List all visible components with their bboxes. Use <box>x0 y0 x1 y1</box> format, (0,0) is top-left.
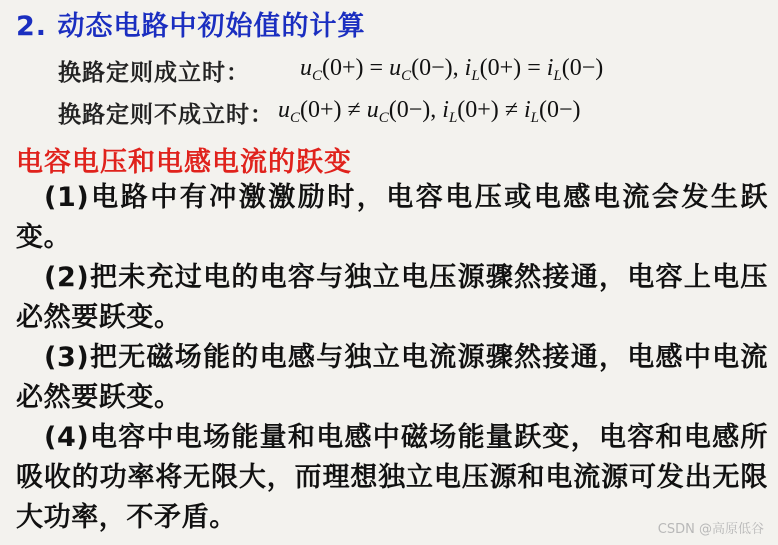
var-u: u <box>278 97 290 123</box>
relation-sign: = <box>369 55 384 81</box>
sub-c: C <box>401 68 412 84</box>
sub-c: C <box>290 110 301 126</box>
section-title: 电容电压和电感电流的跃变 <box>16 147 352 178</box>
slide-heading: 2. 动态电路中初始值的计算 <box>16 11 366 42</box>
list-item: (4)电容中电场能量和电感中磁场能量跃变，电容和电感所吸收的功率将无限大，而理想独立电压源和电流源可发出无限大功率，不矛盾。 <box>16 422 768 533</box>
arg-plus: (0+) <box>479 55 522 81</box>
relation-sign: ≠ <box>504 97 518 123</box>
formula-row-rule-fails <box>58 94 581 130</box>
arg-plus: (0+) <box>457 97 499 123</box>
var-i: i <box>546 55 554 81</box>
var-u: u <box>366 97 379 123</box>
arg-minus: (0−) <box>388 97 431 123</box>
sub-l: L <box>448 110 458 126</box>
list-item: (2)把未充过电的电容与独立电压源骤然接通，电容上电压必然要跃变。 <box>16 262 768 333</box>
var-i: i <box>442 97 449 123</box>
sub-l: L <box>471 68 480 84</box>
sub-c: C <box>312 68 323 84</box>
sub-l: L <box>530 110 539 126</box>
list-item: (1)电路中有冲激激励时，电容电压或电感电流会发生跃变。 <box>16 182 768 253</box>
watermark: CSDN @高原低谷 <box>657 522 764 537</box>
arg-minus: (0−) <box>561 55 604 81</box>
relation-sign: ≠ <box>347 97 361 123</box>
var-i: i <box>464 55 472 81</box>
arg-minus: (0−) <box>411 55 453 81</box>
comma: , <box>430 97 437 123</box>
var-u: u <box>389 55 402 81</box>
relation-sign: = <box>527 55 541 81</box>
jump-inequality <box>278 97 581 127</box>
var-i: i <box>523 97 531 123</box>
list-item: (3)把无磁场能的电感与独立电流源骤然接通，电感中电流必然要跃变。 <box>16 342 768 413</box>
var-u: u <box>300 55 312 81</box>
arg-minus: (0−) <box>539 97 581 123</box>
condition-label: 换路定则不成立时： <box>58 101 274 128</box>
arg-plus: (0+) <box>300 97 342 123</box>
comma: , <box>452 55 459 81</box>
item-list <box>16 178 768 538</box>
sub-l: L <box>553 68 562 84</box>
condition-label: 换路定则成立时： <box>58 59 250 86</box>
sub-c: C <box>378 110 389 126</box>
continuity-equation <box>300 55 603 85</box>
arg-plus: (0+) <box>322 55 364 81</box>
formula-row-rule-holds <box>58 52 603 88</box>
